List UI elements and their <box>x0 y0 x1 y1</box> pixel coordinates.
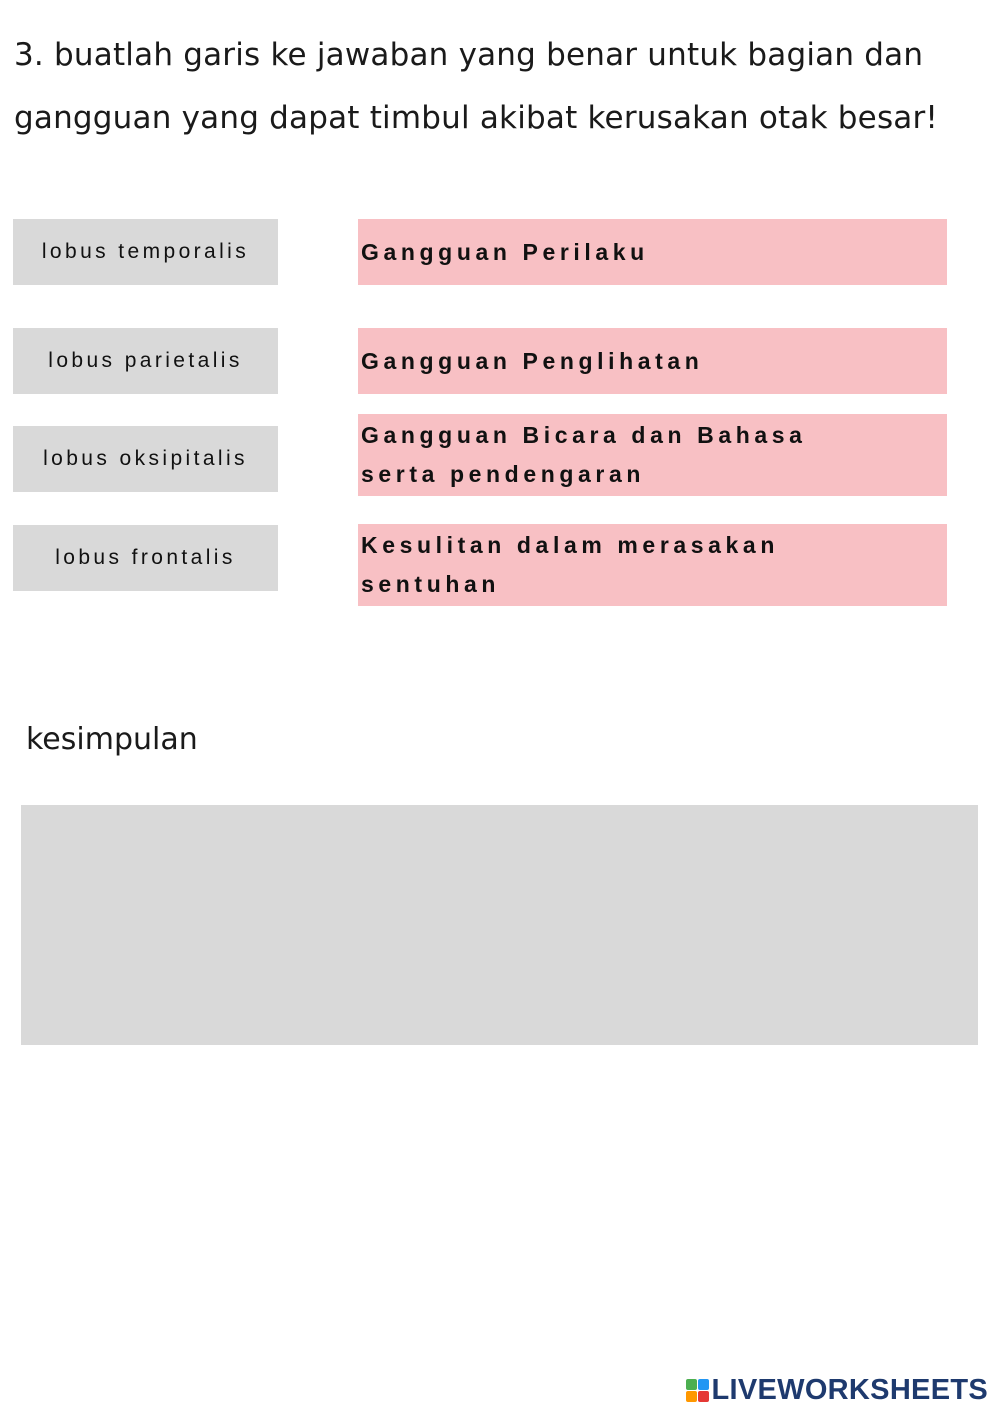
right-item-line: Gangguan Bicara dan Bahasa <box>361 422 807 448</box>
conclusion-input[interactable] <box>21 805 978 1045</box>
left-item-label: lobus parietalis <box>48 349 243 372</box>
brand-name: LIVEWORKSHEETS <box>711 1374 988 1406</box>
right-item-kesulitan-sentuhan[interactable] <box>358 524 947 606</box>
question-line-1: 3. buatlah garis ke jawaban yang benar untuk bagian dan <box>14 37 924 73</box>
left-item-lobus-parietalis[interactable] <box>13 328 278 394</box>
left-item-label: lobus oksipitalis <box>43 447 248 470</box>
left-item-lobus-oksipitalis[interactable] <box>13 426 278 492</box>
right-item-line: sentuhan <box>361 571 501 597</box>
logo-square-icon <box>686 1391 697 1402</box>
left-item-label: lobus temporalis <box>41 240 250 263</box>
liveworksheets-brand <box>686 1374 989 1407</box>
conclusion-label: kesimpulan <box>26 722 198 757</box>
left-item-lobus-temporalis[interactable] <box>13 219 278 285</box>
right-item-gangguan-perilaku[interactable] <box>358 219 947 285</box>
liveworksheets-logo-icon <box>686 1379 709 1402</box>
question-line-2: gangguan yang dapat timbul akibat kerusakan otak besar! <box>14 100 939 136</box>
left-item-lobus-frontalis[interactable] <box>13 525 278 591</box>
right-item-line: Gangguan Perilaku <box>361 238 649 265</box>
logo-square-icon <box>698 1379 709 1390</box>
logo-square-icon <box>698 1391 709 1402</box>
right-item-line: Kesulitan dalam merasakan <box>361 532 779 558</box>
right-item-line: Gangguan Penglihatan <box>361 347 704 374</box>
logo-square-icon <box>686 1379 697 1390</box>
right-item-gangguan-penglihatan[interactable] <box>358 328 947 394</box>
right-item-gangguan-bicara[interactable] <box>358 414 947 496</box>
question-text <box>14 24 974 150</box>
right-item-line: serta pendengaran <box>361 461 645 487</box>
left-item-label: lobus frontalis <box>55 546 236 569</box>
